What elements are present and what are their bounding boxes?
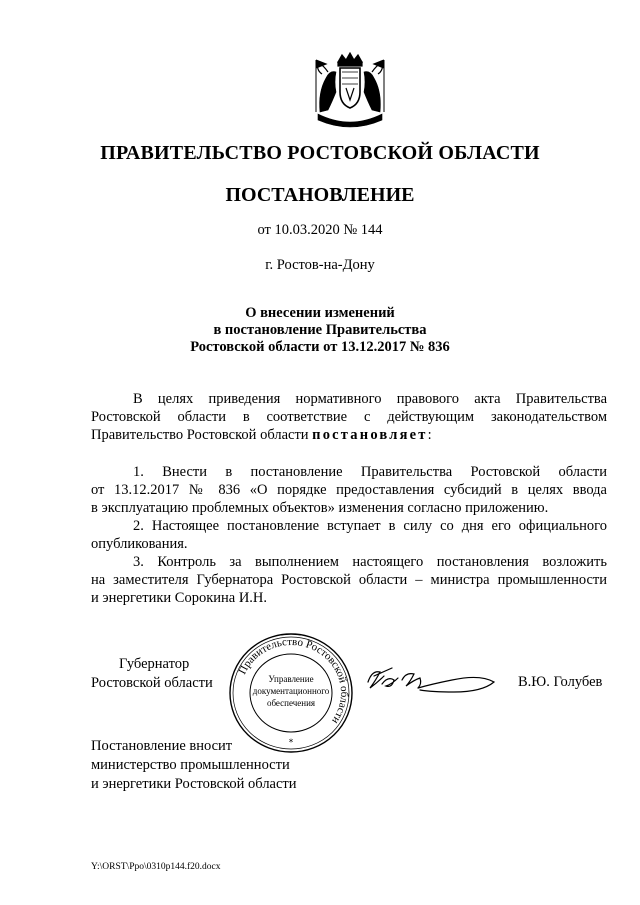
submitter-line: министерство промышленности xyxy=(91,757,290,773)
preamble-suffix: : xyxy=(427,427,432,443)
stamp-center-line: Управление xyxy=(268,674,314,684)
item-1-line: 1. Внести в постановление Правительства Ростовской области xyxy=(133,464,607,480)
coat-of-arms-emblem xyxy=(312,52,388,130)
item-1-line: в эксплуатацию проблемных объектов» изменения согласно приложению. xyxy=(91,500,549,516)
paragraph-line: Ростовской области в соответствие с действующим законодательством xyxy=(91,409,607,425)
resolves-emphasis: постановляет xyxy=(312,427,428,443)
organization-title: ПРАВИТЕЛЬСТВО РОСТОВСКОЙ ОБЛАСТИ xyxy=(100,142,540,164)
paragraph-line xyxy=(91,426,607,444)
item-1-line: от 13.12.2017 № 836 «О порядке предоставления субсидий в целях ввода xyxy=(91,482,607,498)
official-stamp xyxy=(228,632,354,754)
item-2-line: 2. Настоящее постановление вступает в силу со дня его официального xyxy=(133,518,607,534)
signatory-role-line: Губернатор xyxy=(119,656,190,672)
preamble-prefix: Правительство Ростовской области xyxy=(91,427,313,443)
item-2-line: опубликования. xyxy=(91,536,188,552)
handwritten-signature xyxy=(362,662,502,698)
paragraph-line: В целях приведения нормативного правового акта Правительства xyxy=(133,391,607,407)
item-3-line: 3. Контроль за выполнением настоящего постановления возложить xyxy=(133,554,607,570)
stamp-center-line: обеспечения xyxy=(266,698,316,708)
resolution-items xyxy=(91,463,607,607)
document-subject xyxy=(0,305,640,356)
stamp-star-icon: * xyxy=(288,738,294,748)
submitter-note xyxy=(91,737,297,794)
submitter-line: Постановление вносит xyxy=(91,738,233,754)
file-path-footer: Y:\ORST\Ppo\0310p144.f20.docx xyxy=(91,862,221,872)
subject-line: Ростовской области от 13.12.2017 № 836 xyxy=(190,339,450,355)
submitter-line: и энергетики Ростовской области xyxy=(91,776,297,792)
stamp-ring-text: Правительство Ростовской области xyxy=(236,635,351,726)
preamble-paragraph xyxy=(91,390,607,444)
subject-line: в постановление Правительства xyxy=(213,322,427,338)
signatory-role xyxy=(91,655,213,693)
stamp-center-line: документационного xyxy=(252,686,330,696)
document-city: г. Ростов-на-Дону xyxy=(265,257,375,273)
document-date-number: от 10.03.2020 № 144 xyxy=(257,222,383,238)
item-3-line: и энергетики Сорокина И.Н. xyxy=(91,590,268,606)
document-type: ПОСТАНОВЛЕНИЕ xyxy=(225,184,415,206)
signatory-name: В.Ю. Голубев xyxy=(518,674,603,690)
item-3-line: на заместителя Губернатора Ростовской области – министра промышленности xyxy=(91,572,607,588)
subject-line: О внесении изменений xyxy=(245,305,395,321)
signatory-role-line: Ростовской области xyxy=(91,675,213,691)
